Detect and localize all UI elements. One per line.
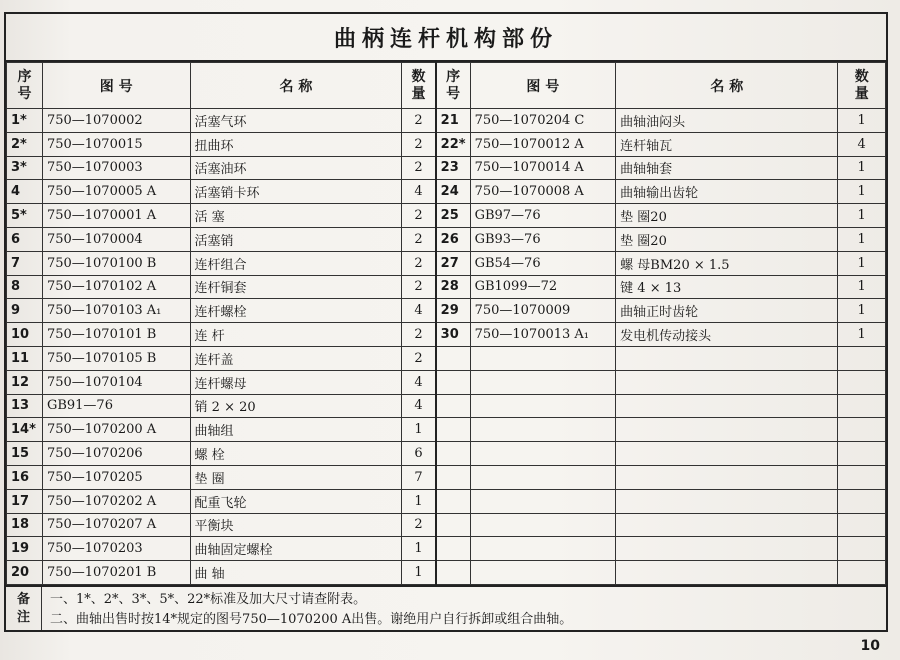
cell-name: 配重飞轮 [190, 489, 402, 513]
cell-qty: 4 [838, 132, 886, 156]
cell-no: GB54—76 [470, 251, 616, 275]
cell-qty: 4 [402, 394, 436, 418]
cell-name [616, 346, 838, 370]
cell-no: 750—1070207 A [42, 513, 190, 537]
cell-no: 750—1070104 [42, 370, 190, 394]
cell-no: 750—1070013 A₁ [470, 323, 616, 347]
cell-seq: 28 [436, 275, 470, 299]
cell-no [470, 442, 616, 466]
cell-name: 曲轴固定螺栓 [190, 537, 402, 561]
cell-name: 平衡块 [190, 513, 402, 537]
cell-seq: 22* [436, 132, 470, 156]
cell-qty [838, 513, 886, 537]
cell-seq [436, 418, 470, 442]
table-row [7, 561, 886, 585]
table-row [7, 418, 886, 442]
cell-qty: 2 [402, 132, 436, 156]
header-qty-left: 数 量 [402, 63, 436, 109]
cell-name: 活塞气环 [190, 109, 402, 133]
cell-qty [838, 370, 886, 394]
cell-seq: 9 [7, 299, 43, 323]
cell-name: 连杆轴瓦 [616, 132, 838, 156]
cell-qty: 2 [402, 156, 436, 180]
cell-no [470, 513, 616, 537]
cell-seq: 18 [7, 513, 43, 537]
cell-no: 750—1070202 A [42, 489, 190, 513]
cell-qty: 4 [402, 370, 436, 394]
cell-no: 750—1070012 A [470, 132, 616, 156]
cell-seq: 6 [7, 227, 43, 251]
cell-no: GB91—76 [42, 394, 190, 418]
cell-name: 垫 圈20 [616, 227, 838, 251]
cell-qty [838, 394, 886, 418]
cell-no: 750—1070005 A [42, 180, 190, 204]
cell-qty: 1 [838, 109, 886, 133]
remark-line-2: 二、曲轴出售时按14*规定的图号750—1070200 A出售。谢绝用户自行拆卸或组合曲轴。 [50, 612, 573, 627]
cell-name: 活 塞 [190, 204, 402, 228]
cell-qty: 1 [838, 323, 886, 347]
cell-seq: 30 [436, 323, 470, 347]
remarks-text [50, 590, 572, 630]
table-row [7, 180, 886, 204]
cell-qty: 4 [402, 299, 436, 323]
cell-qty: 2 [402, 323, 436, 347]
cell-no: GB1099—72 [470, 275, 616, 299]
table-row [7, 227, 886, 251]
cell-no: 750—1070014 A [470, 156, 616, 180]
cell-no: 750—1070206 [42, 442, 190, 466]
page-number: 10 [860, 638, 880, 654]
cell-qty: 2 [402, 346, 436, 370]
cell-name: 连杆螺栓 [190, 299, 402, 323]
cell-name: 曲 轴 [190, 561, 402, 585]
cell-seq: 14* [7, 418, 43, 442]
cell-seq: 5* [7, 204, 43, 228]
cell-qty: 1 [838, 180, 886, 204]
cell-seq: 26 [436, 227, 470, 251]
cell-no: 750—1070004 [42, 227, 190, 251]
cell-name [616, 561, 838, 585]
cell-no [470, 465, 616, 489]
cell-name: 扭曲环 [190, 132, 402, 156]
header-name-right: 名 称 [616, 63, 838, 109]
header-drawing-no-left: 图 号 [42, 63, 190, 109]
cell-seq: 15 [7, 442, 43, 466]
cell-no: 750—1070204 C [470, 109, 616, 133]
table-row [7, 394, 886, 418]
cell-qty: 2 [402, 204, 436, 228]
cell-no [470, 370, 616, 394]
cell-no: 750—1070205 [42, 465, 190, 489]
cell-qty [838, 418, 886, 442]
cell-no: GB97—76 [470, 204, 616, 228]
cell-seq: 25 [436, 204, 470, 228]
cell-name [616, 442, 838, 466]
cell-seq [436, 513, 470, 537]
cell-no: 750—1070203 [42, 537, 190, 561]
cell-seq: 27 [436, 251, 470, 275]
table-row [7, 132, 886, 156]
cell-name: 垫 圈 [190, 465, 402, 489]
cell-qty: 1 [838, 275, 886, 299]
cell-no [470, 489, 616, 513]
cell-name: 销 2 × 20 [190, 394, 402, 418]
cell-qty: 1 [838, 251, 886, 275]
cell-name [616, 489, 838, 513]
cell-name: 曲轴油闷头 [616, 109, 838, 133]
cell-name: 发电机传动接头 [616, 323, 838, 347]
table-row [7, 156, 886, 180]
table-row [7, 465, 886, 489]
cell-no [470, 418, 616, 442]
header-seq-right: 序 号 [436, 63, 470, 109]
cell-no: 750—1070101 B [42, 323, 190, 347]
cell-seq [436, 394, 470, 418]
cell-seq: 3* [7, 156, 43, 180]
cell-qty: 2 [402, 109, 436, 133]
cell-qty: 4 [402, 180, 436, 204]
cell-seq: 1* [7, 109, 43, 133]
remark-line-1: 一、1*、2*、3*、5*、22*标准及加大尺寸请查附表。 [50, 592, 367, 607]
cell-name [616, 465, 838, 489]
cell-qty [838, 561, 886, 585]
table-row [7, 513, 886, 537]
cell-no: 750—1070102 A [42, 275, 190, 299]
cell-qty: 1 [402, 418, 436, 442]
cell-name: 活塞销 [190, 227, 402, 251]
header-name-left: 名 称 [190, 63, 402, 109]
cell-qty: 1 [838, 227, 886, 251]
cell-qty: 1 [838, 204, 886, 228]
cell-no: 750—1070201 B [42, 561, 190, 585]
remarks-label: 备 注 [6, 587, 42, 630]
cell-name: 曲轴组 [190, 418, 402, 442]
cell-qty: 7 [402, 465, 436, 489]
table-row [7, 442, 886, 466]
cell-name [616, 394, 838, 418]
parts-list-frame [4, 12, 888, 632]
cell-qty: 6 [402, 442, 436, 466]
cell-qty: 2 [402, 251, 436, 275]
cell-qty: 1 [838, 299, 886, 323]
cell-seq: 8 [7, 275, 43, 299]
header-qty-right: 数 量 [838, 63, 886, 109]
cell-seq [436, 465, 470, 489]
table-row [7, 275, 886, 299]
cell-name: 垫 圈20 [616, 204, 838, 228]
cell-qty [838, 489, 886, 513]
cell-seq: 13 [7, 394, 43, 418]
cell-name: 连杆组合 [190, 251, 402, 275]
cell-seq [436, 489, 470, 513]
cell-qty: 2 [402, 227, 436, 251]
cell-name: 活塞销卡环 [190, 180, 402, 204]
table-row [7, 537, 886, 561]
cell-no: 750—1070003 [42, 156, 190, 180]
cell-qty [838, 442, 886, 466]
cell-no: 750—1070105 B [42, 346, 190, 370]
cell-seq: 17 [7, 489, 43, 513]
table-row [7, 299, 886, 323]
cell-qty: 1 [402, 537, 436, 561]
cell-qty: 1 [402, 561, 436, 585]
cell-seq: 4 [7, 180, 43, 204]
header-seq-left: 序 号 [7, 63, 43, 109]
table-header-row [7, 63, 886, 109]
table-row [7, 323, 886, 347]
table-row [7, 109, 886, 133]
cell-name: 连 杆 [190, 323, 402, 347]
cell-seq: 20 [7, 561, 43, 585]
cell-no: 750—1070001 A [42, 204, 190, 228]
cell-name: 螺 栓 [190, 442, 402, 466]
cell-name: 曲轴正时齿轮 [616, 299, 838, 323]
cell-no [470, 537, 616, 561]
table-row [7, 370, 886, 394]
cell-no: 750—1070008 A [470, 180, 616, 204]
cell-seq: 16 [7, 465, 43, 489]
cell-name: 连杆铜套 [190, 275, 402, 299]
page-title: 曲柄连杆机构部份 [6, 14, 886, 62]
cell-seq: 12 [7, 370, 43, 394]
cell-seq [436, 537, 470, 561]
cell-no: 750—1070100 B [42, 251, 190, 275]
cell-seq [436, 561, 470, 585]
cell-qty: 2 [402, 275, 436, 299]
cell-name [616, 418, 838, 442]
cell-seq: 29 [436, 299, 470, 323]
cell-seq: 19 [7, 537, 43, 561]
cell-seq [436, 346, 470, 370]
table-row [7, 251, 886, 275]
cell-seq: 23 [436, 156, 470, 180]
cell-seq: 11 [7, 346, 43, 370]
cell-name [616, 513, 838, 537]
cell-name [616, 537, 838, 561]
cell-no [470, 346, 616, 370]
table-row [7, 204, 886, 228]
cell-qty [838, 465, 886, 489]
cell-name: 连杆螺母 [190, 370, 402, 394]
cell-name: 曲轴输出齿轮 [616, 180, 838, 204]
cell-seq: 24 [436, 180, 470, 204]
table-row [7, 489, 886, 513]
cell-seq [436, 442, 470, 466]
cell-no [470, 561, 616, 585]
cell-name: 曲轴轴套 [616, 156, 838, 180]
cell-name: 连杆盖 [190, 346, 402, 370]
cell-no: 750—1070015 [42, 132, 190, 156]
cell-qty [838, 537, 886, 561]
table-row [7, 346, 886, 370]
cell-seq: 10 [7, 323, 43, 347]
cell-seq [436, 370, 470, 394]
cell-qty: 1 [402, 489, 436, 513]
cell-no: 750—1070009 [470, 299, 616, 323]
header-drawing-no-right: 图 号 [470, 63, 616, 109]
cell-qty [838, 346, 886, 370]
cell-qty: 1 [838, 156, 886, 180]
parts-table [6, 62, 886, 585]
cell-no: 750—1070103 A₁ [42, 299, 190, 323]
cell-name: 活塞油环 [190, 156, 402, 180]
cell-no: GB93—76 [470, 227, 616, 251]
cell-seq: 7 [7, 251, 43, 275]
cell-name: 螺 母BM20 × 1.5 [616, 251, 838, 275]
cell-no [470, 394, 616, 418]
cell-name: 键 4 × 13 [616, 275, 838, 299]
remarks-section [6, 585, 886, 630]
cell-no: 750—1070200 A [42, 418, 190, 442]
cell-no: 750—1070002 [42, 109, 190, 133]
cell-seq: 21 [436, 109, 470, 133]
cell-seq: 2* [7, 132, 43, 156]
cell-name [616, 370, 838, 394]
cell-qty: 2 [402, 513, 436, 537]
